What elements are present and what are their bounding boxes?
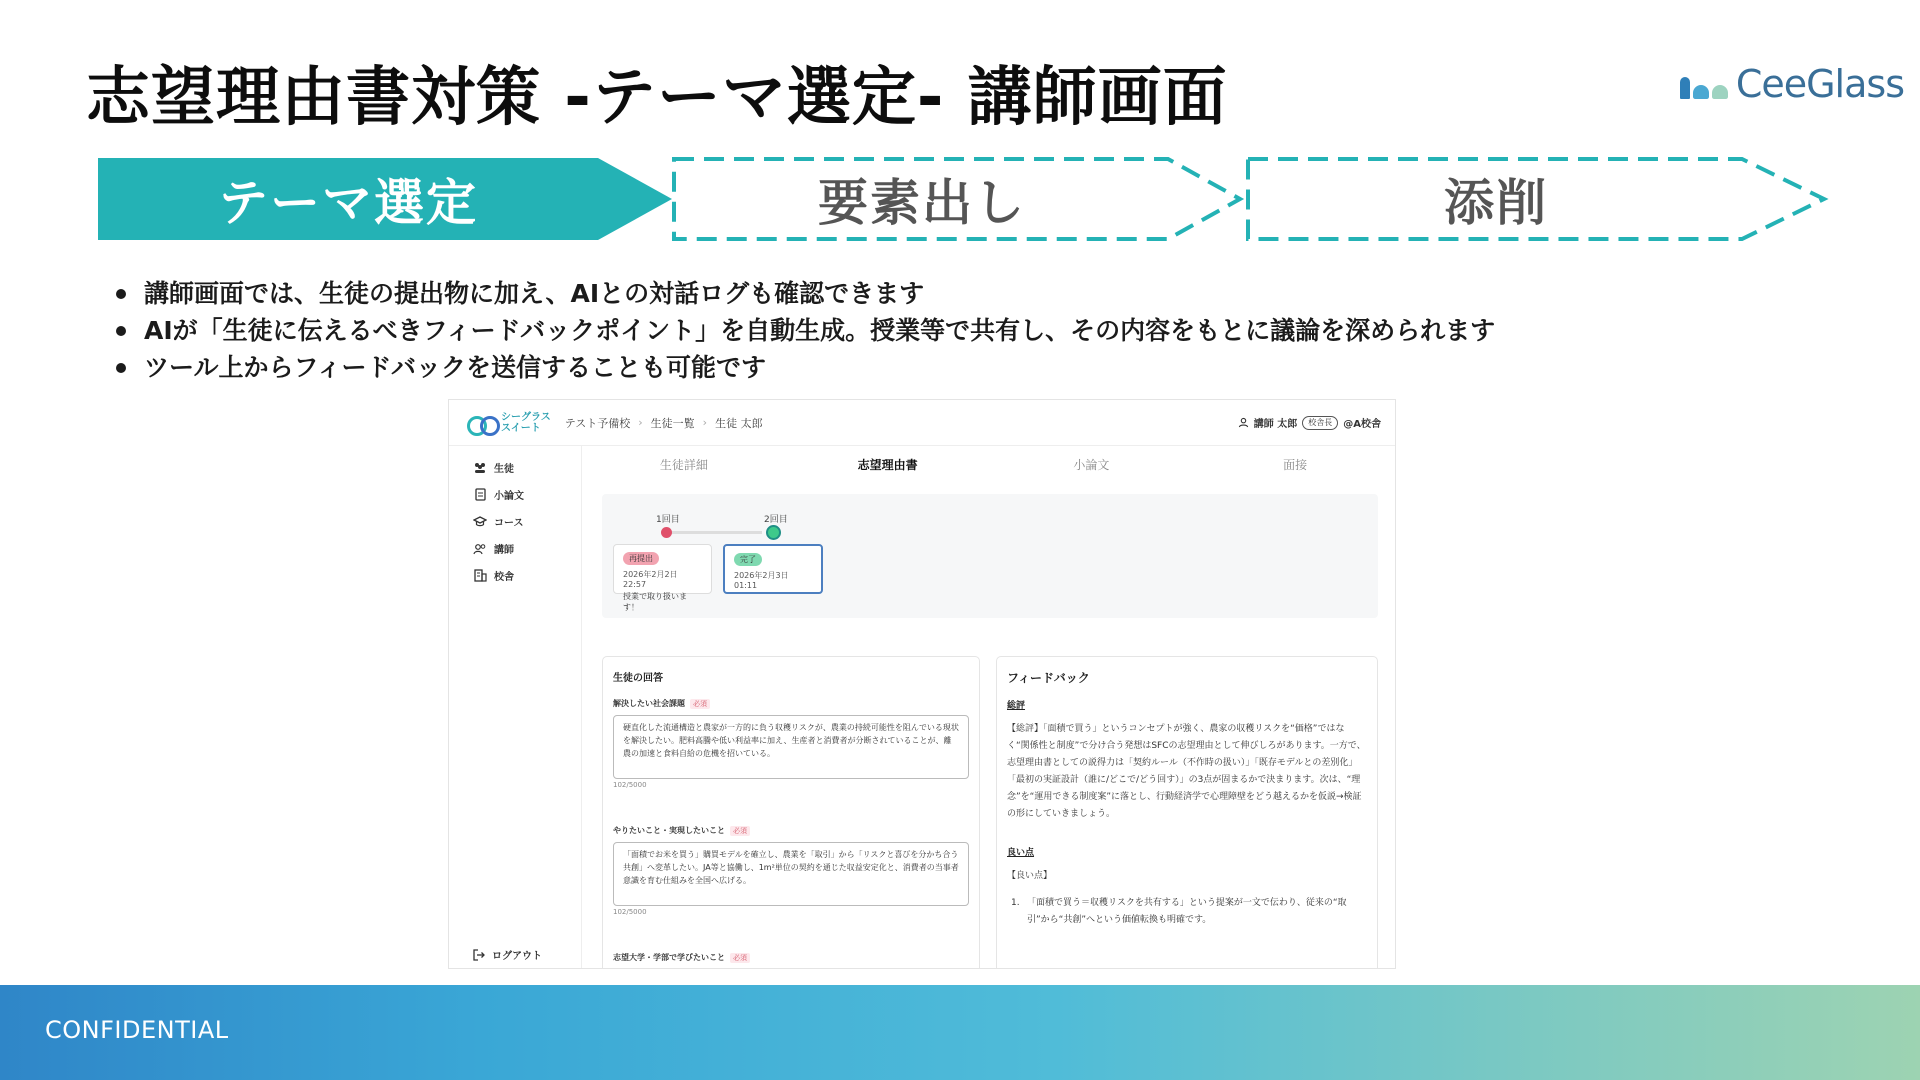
process-flow [98, 156, 1834, 242]
answer-card-title: 生徒の回答 [613, 673, 663, 684]
breadcrumb-school[interactable]: テスト予備校 [564, 416, 631, 430]
footer-bar [0, 985, 1920, 1080]
app-logo[interactable] [467, 412, 551, 434]
breadcrumb-student-list[interactable]: 生徒一覧 [650, 416, 695, 430]
teachers-icon [473, 542, 487, 556]
bullet-item: 講師画面では、生徒の提出物に加え、AIとの対話ログも確認できます [112, 275, 1495, 312]
bullet-item: ツール上からフィードバックを送信することも可能です [112, 349, 1495, 386]
submission-date: 2026年2月2日 22:57 [623, 570, 678, 589]
sidebar-item-schools[interactable] [473, 562, 581, 589]
chevron-right-icon: › [702, 416, 708, 429]
char-counter: 102/5000 [613, 908, 647, 916]
app-logo-line2: スイート [501, 422, 541, 434]
good-points-label: 【良い点】 [1007, 871, 1053, 881]
field-label-text: やりたいこと・実現したいこと [613, 826, 725, 835]
document-icon [473, 488, 487, 502]
app-logo-line1: シーグラス [501, 411, 551, 423]
graduation-cap-icon [473, 515, 487, 529]
step-correction: 添削 [1444, 174, 1548, 232]
field-label-text: 解決したい社会課題 [613, 699, 685, 708]
tab-statement-of-purpose[interactable]: 志望理由書 [857, 457, 918, 472]
timeline-track [666, 531, 762, 534]
submission-note: 授業で取り扱います！ [623, 592, 687, 612]
logo-text: CeeGlass [1735, 62, 1904, 106]
sidebar-item-teachers[interactable] [473, 535, 581, 562]
student-answer-card [602, 656, 980, 969]
chevron-right-icon: › [638, 416, 643, 429]
user-school: @A校舎 [1343, 419, 1381, 430]
logout-button[interactable] [473, 947, 542, 962]
status-badge: 完了 [734, 553, 762, 566]
overall-text: 【総評】「面積で買う」というコンセプトが強く、農家の収穫リスクを“価格”ではなく“関係性と制度”で分け合う発想はSFCの志望理由として伸びしろがあります。一方で、志望理由書としての説得力は「契約ルール（不作時の扱い）」「既存モデルとの差別化」「最初の実証設計（誰に/どこで/どう回す）」の3点が固まるかで決まります。次は、“理念”を“運用できる制度案”に落とし、行動経済学で心理障壁をどう越えるかを仮説→検証の形にしていきましょう。 [1007, 724, 1366, 819]
step-element-extraction: 要素出し [818, 174, 1026, 232]
infinity-logo-icon [467, 414, 497, 432]
social-issue-textarea[interactable]: 硬直化した流通構造と農家が一方的に負う収穫リスクが、農業の持続可能性を阻んでいる現状を解決したい。肥料高騰や低い利益率に加え、生産者と消費者が分断されていることが、離農の加速と食料自給の危機を招いている。 [613, 715, 969, 779]
app-header [449, 400, 1395, 446]
sidebar-item-label: 小論文 [494, 491, 524, 502]
students-icon [473, 461, 487, 475]
submission-timeline [602, 494, 1378, 618]
good-points-heading: 良い点 [1007, 848, 1035, 858]
app-screenshot [448, 399, 1396, 969]
round-2-dot[interactable] [766, 525, 781, 540]
round-label: 2回目 [764, 515, 788, 525]
field-label [613, 698, 969, 709]
required-badge: 必須 [730, 826, 750, 836]
bullet-list [112, 275, 1495, 386]
sidebar-item-course[interactable] [473, 508, 581, 535]
required-badge: 必須 [690, 699, 710, 709]
sidebar-item-essay[interactable] [473, 481, 581, 508]
submission-card-2[interactable] [723, 544, 823, 594]
good-point-text: 「面積で買う＝収穫リスクを共有する」という提案が一文で伝わり、従来の“取引”から“共創”へという価値転換も明確です。 [1027, 898, 1347, 925]
goal-textarea[interactable]: 「面積でお米を買う」購買モデルを確立し、農業を「取引」から「リスクと喜びを分かち合う共創」へ変革したい。JA等と協働し、1m²単位の契約を通じた収益安定化と、消費者の当事者意識を育む仕組みを全国へ広げる。 [613, 842, 969, 906]
ceeglass-logo [1680, 62, 1904, 106]
field-label [613, 825, 969, 836]
tab-essay[interactable]: 小論文 [1073, 457, 1110, 472]
round-label: 1回目 [656, 515, 680, 525]
logout-label: ログアウト [492, 951, 542, 962]
required-badge: 必須 [730, 953, 750, 963]
tab-student-details[interactable]: 生徒詳細 [659, 457, 708, 472]
sidebar-item-students[interactable] [473, 454, 581, 481]
step-theme-selection: テーマ選定 [218, 174, 478, 232]
field-label-text: 志望大学・学部で学びたいこと [613, 953, 725, 962]
breadcrumb-student: 生徒 太郎 [715, 416, 763, 430]
round-1-dot[interactable] [661, 527, 672, 538]
confidential-label: CONFIDENTIAL [45, 1016, 229, 1044]
list-number: 1. [1011, 898, 1020, 908]
user-menu[interactable] [1238, 415, 1381, 430]
breadcrumb [565, 415, 763, 431]
submission-date: 2026年2月3日 01:11 [734, 571, 789, 590]
user-icon [1238, 417, 1249, 428]
role-badge: 校舎長 [1302, 416, 1338, 430]
sidebar-item-label: 校舎 [494, 572, 514, 583]
char-counter: 102/5000 [613, 781, 647, 789]
submission-card-1[interactable] [613, 544, 712, 612]
tab-interview[interactable]: 面接 [1283, 457, 1308, 472]
field-label [613, 952, 969, 963]
feedback-title: フィードバック [1007, 671, 1090, 685]
good-point-item [1007, 895, 1367, 929]
sidebar-item-label: 生徒 [494, 464, 514, 475]
overall-heading: 総評 [1007, 701, 1026, 711]
sidebar [449, 446, 582, 969]
tab-bar [582, 446, 1396, 482]
feedback-card [996, 656, 1378, 969]
slide-title: 志望理由書対策 -テーマ選定- 講師画面 [86, 61, 1228, 135]
building-icon [473, 569, 487, 583]
bullet-item: AIが「生徒に伝えるべきフィードバックポイント」を自動生成。授業等で共有し、その内容をもとに議論を深められます [112, 312, 1495, 349]
sidebar-item-label: 講師 [494, 545, 514, 556]
user-name: 講師 太郎 [1253, 419, 1298, 430]
main-content [582, 446, 1396, 969]
sidebar-item-label: コース [494, 518, 524, 529]
logo-mark-icon [1680, 69, 1728, 99]
status-badge: 再提出 [623, 552, 659, 565]
logout-icon [473, 949, 485, 961]
